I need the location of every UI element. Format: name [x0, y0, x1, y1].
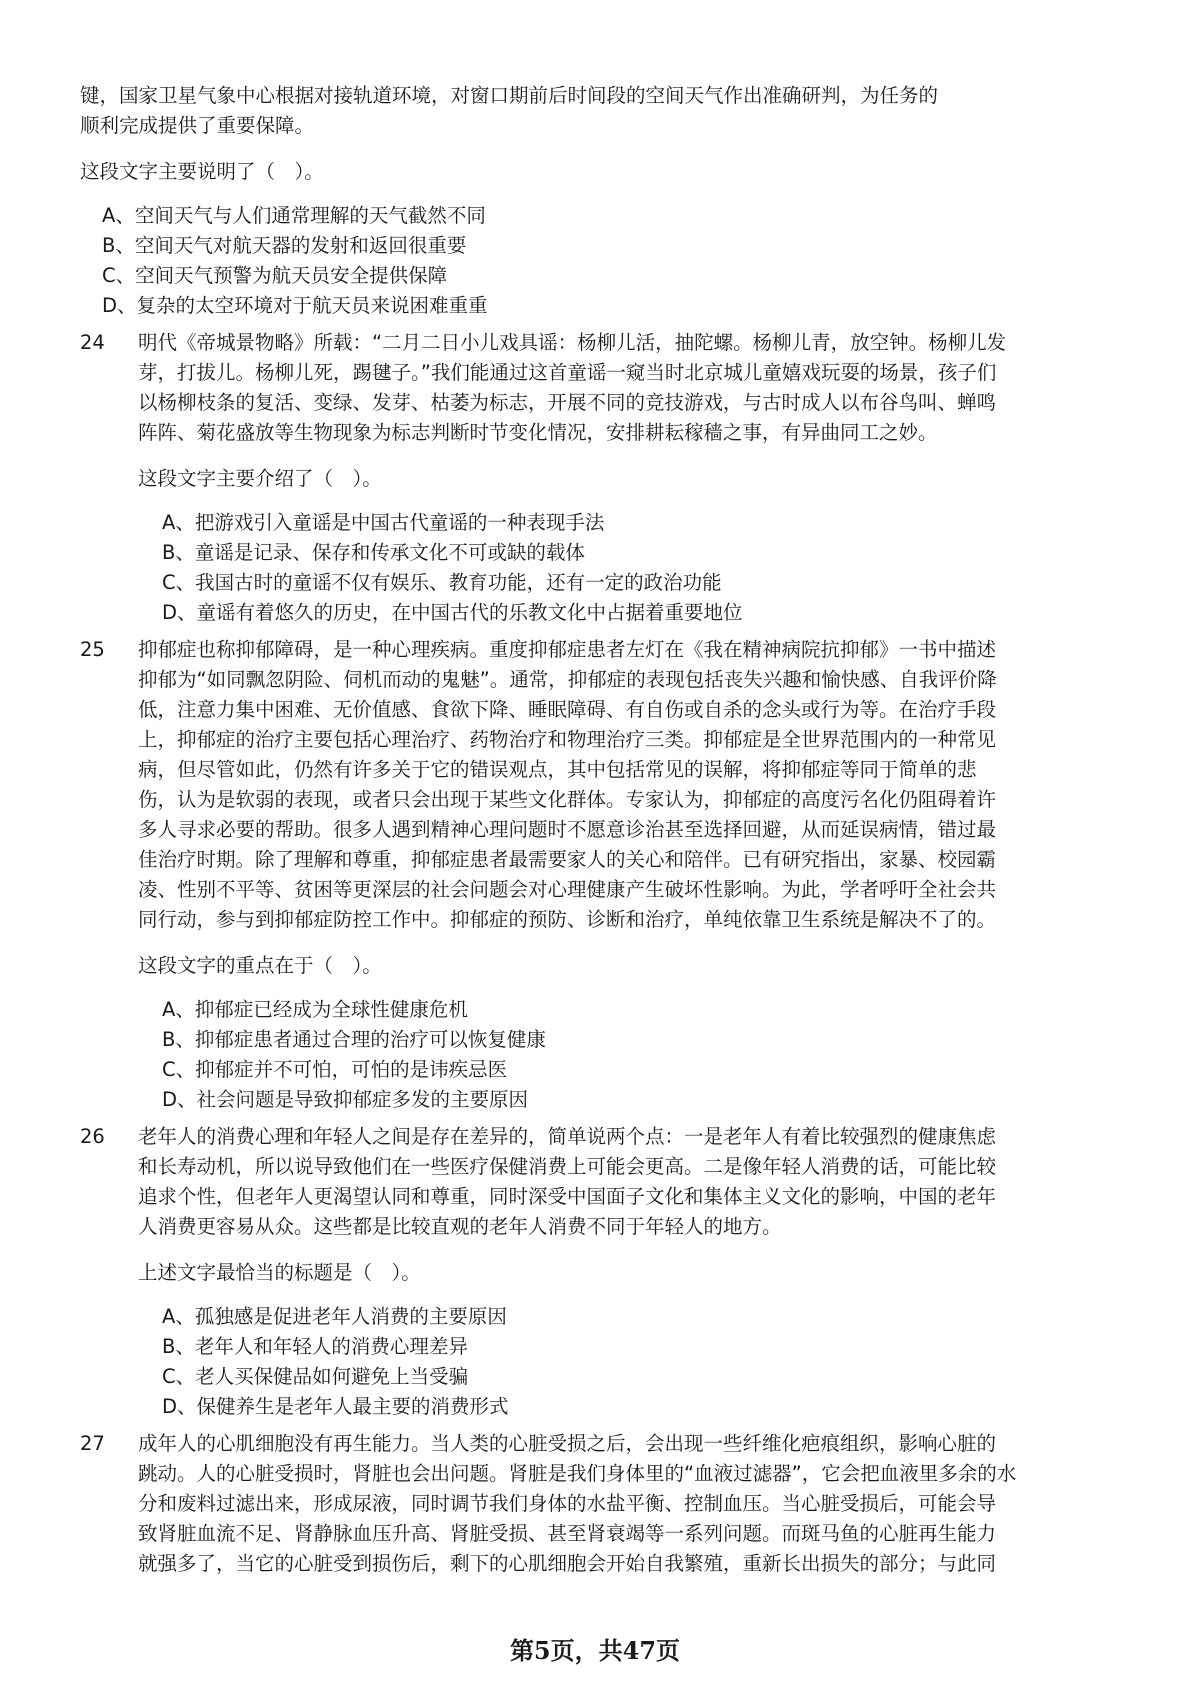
- passage-line: 追求个性，但老年人更渴望认同和尊重，同时深受中国面子文化和集体主义文化的影响，中国的老年: [138, 1185, 997, 1208]
- option-a: A、孤独感是促进老年人消费的主要原因: [162, 1305, 507, 1328]
- passage-line: 上，抑郁症的治疗主要包括心理治疗、药物治疗和物理治疗三类。抑郁症是全世界范围内的一种常见: [138, 728, 997, 751]
- passage-line: 顺利完成提供了重要保障。: [80, 114, 315, 137]
- passage-line: 同行动，参与到抑郁症防控工作中。抑郁症的预防、诊断和治疗，单纯依靠卫生系统是解决不了的。: [138, 908, 997, 931]
- option-b: B、老年人和年轻人的消费心理差异: [162, 1335, 468, 1358]
- option-a: A、抑郁症已经成为全球性健康危机: [162, 998, 468, 1021]
- option-d: D、保健养生是老年人最主要的消费形式: [162, 1395, 509, 1418]
- option-d: D、复杂的太空环境对于航天员来说困难重重: [102, 294, 488, 317]
- option-d: D、社会问题是导致抑郁症多发的主要原因: [162, 1088, 529, 1111]
- passage-line: 键，国家卫星气象中心根据对接轨道环境，对窗口期前后时间段的空间天气作出准确研判，为任务的: [80, 84, 939, 107]
- option-c: C、空间天气预警为航天员安全提供保障: [102, 264, 448, 287]
- passage-line: 以杨柳枝条的复活、变绿、发芽、枯萎为标志，开展不同的竞技游戏，与古时成人以布谷鸟叫、蝉鸣: [138, 391, 997, 414]
- question-stem: 上述文字最恰当的标题是（ ）。: [138, 1261, 421, 1284]
- passage-line: 老年人的消费心理和年轻人之间是存在差异的，简单说两个点：一是老年人有着比较强烈的健康焦虑: [138, 1125, 997, 1148]
- passage-line: 凌、性别不平等、贫困等更深层的社会问题会对心理健康产生破坏性影响。为此，学者呼吁全社会共: [138, 878, 997, 901]
- question-stem: 这段文字主要说明了（ ）。: [80, 160, 324, 183]
- question-stem: 这段文字的重点在于（ ）。: [138, 954, 382, 977]
- passage-line: 多人寻求必要的帮助。很多人遇到精神心理问题时不愿意诊治甚至选择回避，从而延误病情，错过最: [138, 818, 997, 841]
- passage-line: 阵阵、菊花盛放等生物现象为标志判断时节变化情况，安排耕耘稼穑之事，有异曲同工之妙。: [138, 421, 938, 444]
- option-a: A、把游戏引入童谣是中国古代童谣的一种表现手法: [162, 511, 605, 534]
- passage-line: 跳动。人的心脏受损时，肾脏也会出问题。肾脏是我们身体里的“血液过滤器”，它会把血液里多余的水: [138, 1462, 1017, 1485]
- option-b: B、空间天气对航天器的发射和返回很重要: [102, 234, 467, 257]
- passage-line: 抑郁症也称抑郁障碍，是一种心理疾病。重度抑郁症患者左灯在《我在精神病院抗抑郁》一书中描述: [138, 638, 997, 661]
- option-d: D、童谣有着悠久的历史，在中国古代的乐教文化中占据着重要地位: [162, 601, 743, 624]
- passage-line: 和长寿动机，所以说导致他们在一些医疗保健消费上可能会更高。二是像年轻人消费的话，可能比较: [138, 1155, 997, 1178]
- passage-line: 佳治疗时期。除了理解和尊重，抑郁症患者最需要家人的关心和陪伴。已有研究指出，家暴、校园霸: [138, 848, 997, 871]
- question-number: 24: [80, 331, 105, 354]
- passage-line: 抑郁为“如同飘忽阴险、伺机而动的鬼魅”。通常，抑郁症的表现包括丧失兴趣和愉快感、自我评价降: [138, 668, 997, 691]
- passage-line: 明代《帝城景物略》所载：“二月二日小儿戏具谣：杨柳儿活，抽陀螺。杨柳儿青，放空钟。杨柳儿发: [138, 331, 1007, 354]
- option-c: C、我国古时的童谣不仅有娱乐、教育功能，还有一定的政治功能: [162, 571, 722, 594]
- option-c: C、老人买保健品如何避免上当受骗: [162, 1365, 469, 1388]
- passage-line: 分和废料过滤出来，形成尿液，同时调节我们身体的水盐平衡、控制血压。当心脏受损后，可能会导: [138, 1492, 997, 1515]
- passage-line: 人消费更容易从众。这些都是比较直观的老年人消费不同于年轻人的地方。: [138, 1215, 782, 1238]
- passage-line: 伤，认为是软弱的表现，或者只会出现于某些文化群体。专家认为，抑郁症的高度污名化仍阻碍着许: [138, 788, 997, 811]
- passage-line: 芽，打拔儿。杨柳儿死，踢毽子。”我们能通过这首童谣一窥当时北京城儿童嬉戏玩耍的场景，孩子们: [138, 361, 997, 384]
- option-c: C、抑郁症并不可怕，可怕的是讳疾忌医: [162, 1058, 508, 1081]
- question-number: 25: [80, 638, 105, 661]
- option-a: A、空间天气与人们通常理解的天气截然不同: [102, 204, 486, 227]
- option-b: B、抑郁症患者通过合理的治疗可以恢复健康: [162, 1028, 546, 1051]
- page-number: 第5页，共47页: [509, 1636, 681, 1665]
- passage-line: 致肾脏血流不足、肾静脉血压升高、肾脏受损、甚至肾衰竭等一系列问题。而斑马鱼的心脏再生能力: [138, 1522, 997, 1545]
- passage-line: 就强多了，当它的心脏受到损伤后，剩下的心肌细胞会开始自我繁殖，重新长出损失的部分；与此同: [138, 1552, 997, 1575]
- question-stem: 这段文字主要介绍了（ ）。: [138, 467, 382, 490]
- question-number: 26: [80, 1125, 105, 1148]
- passage-line: 病，但尽管如此，仍然有许多关于它的错误观点，其中包括常见的误解，将抑郁症等同于简单的悲: [138, 758, 977, 781]
- passage-line: 低，注意力集中困难、无价值感、食欲下降、睡眠障碍、有自伤或自杀的念头或行为等。在治疗手段: [138, 698, 997, 721]
- option-b: B、童谣是记录、保存和传承文化不可或缺的载体: [162, 541, 585, 564]
- passage-line: 成年人的心肌细胞没有再生能力。当人类的心脏受损之后，会出现一些纤维化疤痕组织，影响心脏的: [138, 1432, 997, 1455]
- question-number: 27: [80, 1432, 105, 1455]
